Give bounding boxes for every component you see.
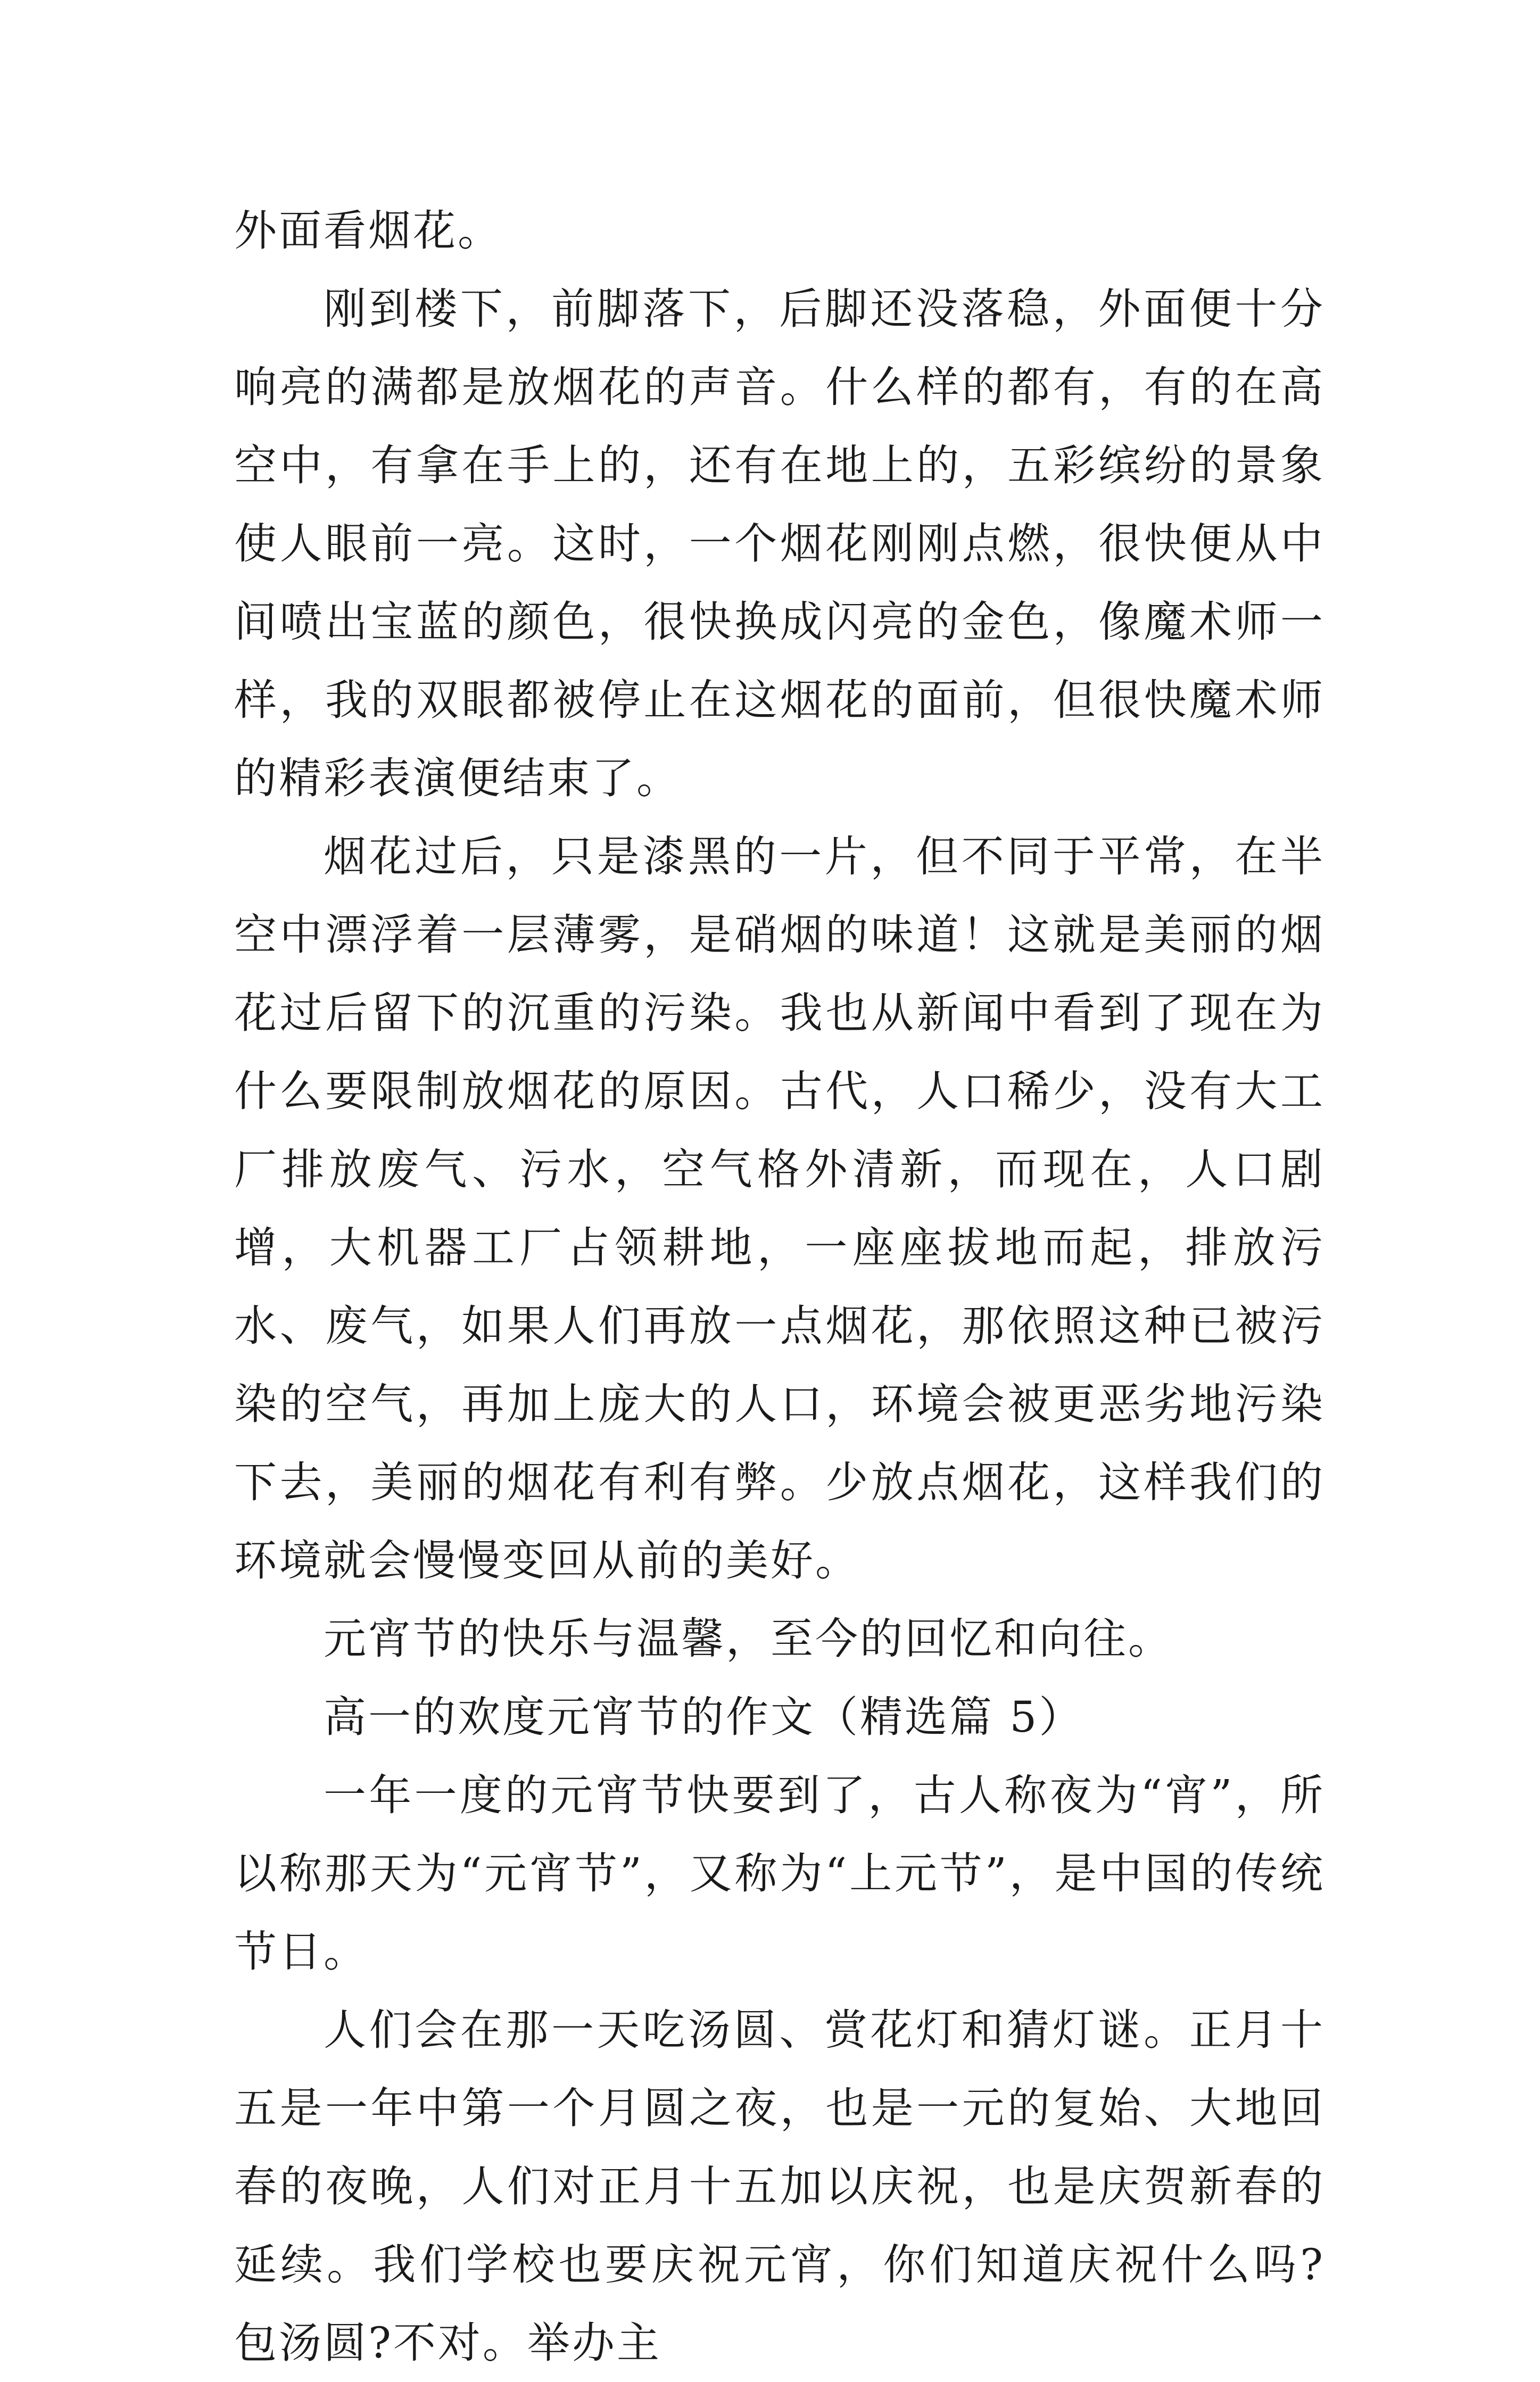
document-body	[234, 192, 1325, 2382]
section-heading: 高一的欢度元宵节的作文（精选篇 5）	[324, 1692, 1084, 1742]
paragraph-3: 烟花过后，只是漆黑的一片，但不同于平常，在半空中漂浮着一层薄雾，是硝烟的味道！这就是美丽的烟花过后留下的沉重的污染。我也从新闻中看到了现在为什么要限制放烟花的原因。古代，人口稀少，没有大工厂排放废气、污水，空气格外清新，而现在，人口剧增，大机器工厂占领耕地，一座座拔地而起，排放污水、废气，如果人们再放一点烟花，那依照这种已被污染的空气，再加上庞大的人口，环境会被更恶劣地污染下去，美丽的烟花有利有弊。少放点烟花，这样我们的环境就会慢慢变回从前的美好。	[234, 832, 1325, 1585]
paragraph-4: 元宵节的快乐与温馨，至今的回忆和向往。	[324, 1614, 1173, 1664]
paragraph-6: 人们会在那一天吃汤圆、赏花灯和猜灯谜。正月十五是一年中第一个月圆之夜，也是一元的复始、大地回春的夜晚，人们对正月十五加以庆祝，也是庆贺新春的延续。我们学校也要庆祝元宵，你们知道庆祝什么吗?包汤圆?不对。举办主	[234, 2005, 1325, 2368]
paragraph-2: 刚到楼下，前脚落下，后脚还没落稳，外面便十分响亮的满都是放烟花的声音。什么样的都有，有的在高空中，有拿在手上的，还有在地上的，五彩缤纷的景象使人眼前一亮。这时，一个烟花刚刚点燃，很快便从中间喷出宝蓝的颜色，很快换成闪亮的金色，像魔术师一样，我的双眼都被停止在这烟花的面前，但很快魔术师的精彩表演便结束了。	[234, 284, 1325, 803]
paragraph-5: 一年一度的元宵节快要到了，古人称夜为“宵”，所以称那天为“元宵节”，又称为“上元节”，是中国的传统节日。	[234, 1771, 1325, 1976]
paragraph-1: 外面看烟花。	[234, 206, 502, 255]
